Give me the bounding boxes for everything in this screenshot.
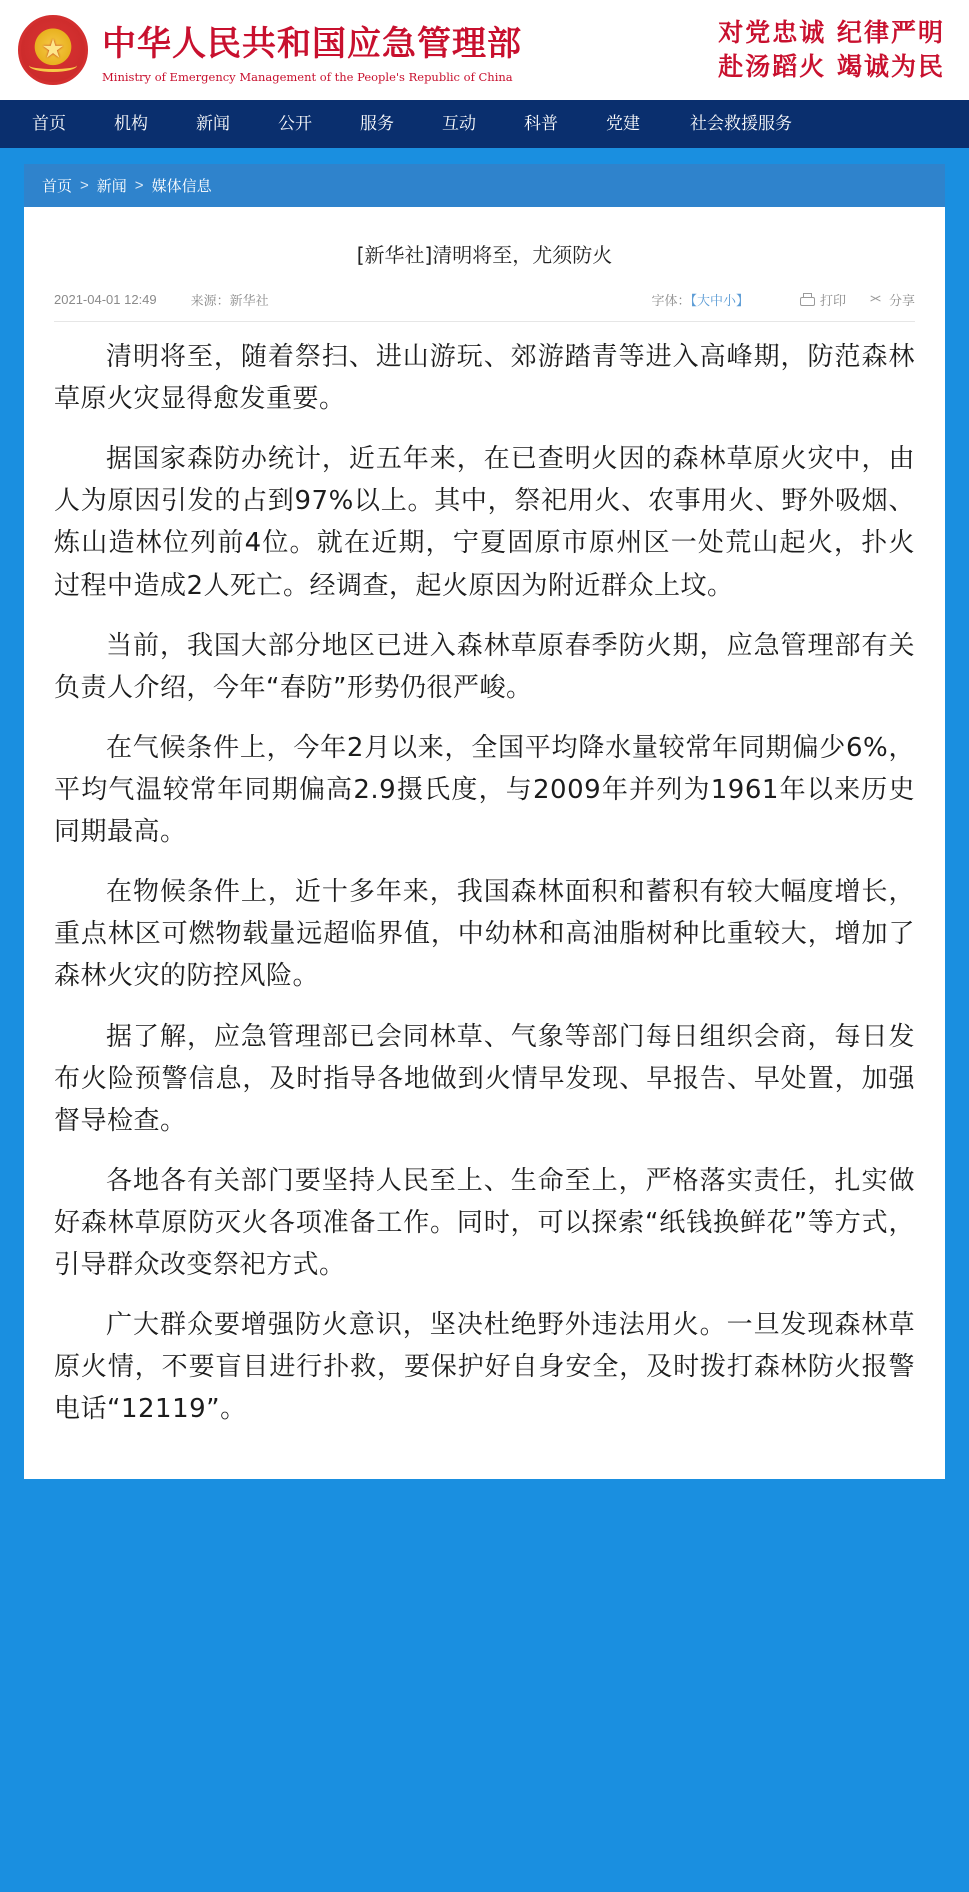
article-paragraph: 在物候条件上，近十多年来，我国森林面积和蓄积有较大幅度增长，重点林区可燃物载量远超临界值，中幼林和高油脂树种比重较大，增加了森林火灾的防控风险。 <box>54 877 915 992</box>
article-paragraph: 据了解，应急管理部已会同林草、气象等部门每日组织会商，每日发布火险预警信息，及时指导各地做到火情早发现、早报告、早处置，加强督导检查。 <box>54 1021 915 1136</box>
print-button[interactable] <box>799 290 846 309</box>
share-label: 分享 <box>888 293 915 308</box>
site-title-en: Ministry of Emergency Management of the People's Republic of China <box>102 70 513 84</box>
nav-item-social-rescue-services[interactable]: 社会救援服务 <box>690 114 792 133</box>
article-paragraph: 当前，我国大部分地区已进入森林草原春季防火期，应急管理部有关负责人介绍，今年“春防”形势仍很严峻。 <box>54 630 915 703</box>
nav-item-party-building[interactable]: 党建 <box>606 114 640 133</box>
breadcrumb-separator-1: > <box>80 177 89 194</box>
slogan-line-2: 赴汤蹈火 竭诚为民 <box>718 52 945 81</box>
site-title-cn: 中华人民共和国应急管理部 <box>102 24 522 64</box>
slogan-line-1: 对党忠诚 纪律严明 <box>718 18 945 48</box>
share-button[interactable] <box>868 290 915 309</box>
share-icon <box>868 292 883 307</box>
font-size-options[interactable]: 【大中小】 <box>690 293 749 308</box>
article-source: 来源：新华社 <box>190 293 269 308</box>
nav-item-interaction[interactable]: 互动 <box>442 114 476 133</box>
site-title-block <box>102 16 718 84</box>
nav-item-organization[interactable]: 机构 <box>114 114 148 133</box>
print-label: 打印 <box>819 293 846 308</box>
breadcrumb-current: 媒体信息 <box>151 178 212 195</box>
content-wrapper <box>0 148 969 1479</box>
breadcrumb-separator-2: > <box>134 177 144 194</box>
article-paragraph: 据国家森防办统计，近五年来，在已查明火因的森林草原火灾中，由人为原因引发的占到97%以上。其中，祭祀用火、农事用火、野外吸烟、炼山造林位列前4位。就在近期，宁夏固原市原州区一处荒山起火，扑火过程中造成2人死亡。经调查，起火原因为附近群众上坟。 <box>54 444 915 601</box>
article-container <box>24 207 945 1479</box>
nav-item-disclosure[interactable]: 公开 <box>278 114 312 133</box>
article-paragraph: 在气候条件上，今年2月以来，全国平均降水量较常年同期偏少6%，平均气温较常年同期偏高2.9摄氏度，与2009年并列为1961年以来历史同期最高。 <box>54 732 915 848</box>
breadcrumb-news[interactable]: 新闻 <box>96 178 127 195</box>
font-size-control <box>651 290 749 309</box>
national-emblem-icon <box>18 15 88 85</box>
site-header <box>0 0 969 100</box>
nav-item-news[interactable]: 新闻 <box>196 114 230 133</box>
article-paragraph: 广大群众要增强防火意识，坚决杜绝野外违法用火。一旦发现森林草原火情，不要盲目进行扑救，要保护好自身安全，及时拨打森林防火报警电话“12119”。 <box>54 1310 915 1425</box>
article-paragraph: 各地各有关部门要坚持人民至上、生命至上，严格落实责任，扎实做好森林草原防灭火各项准备工作。同时，可以探索“纸钱换鲜花”等方式，引导群众改变祭祀方式。 <box>54 1165 915 1281</box>
article-paragraph: 清明将至，随着祭扫、进山游玩、郊游踏青等进入高峰期，防范森林草原火灾显得愈发重要。 <box>54 342 915 415</box>
breadcrumb-home[interactable]: 首页 <box>42 178 73 195</box>
article-date: 2021-04-01 12:49 <box>54 292 157 307</box>
slogan-block <box>718 16 951 84</box>
article-meta-row <box>54 290 915 322</box>
print-icon <box>799 292 814 307</box>
nav-item-services[interactable]: 服务 <box>360 114 394 133</box>
main-navigation <box>0 100 969 148</box>
font-size-label: 字体： <box>651 293 691 308</box>
nav-item-science[interactable]: 科普 <box>524 114 558 133</box>
article-title: [新华社]清明将至，尤须防火 <box>356 243 613 267</box>
article-body <box>54 336 915 1431</box>
nav-item-home[interactable]: 首页 <box>32 114 66 133</box>
breadcrumb <box>24 164 945 207</box>
